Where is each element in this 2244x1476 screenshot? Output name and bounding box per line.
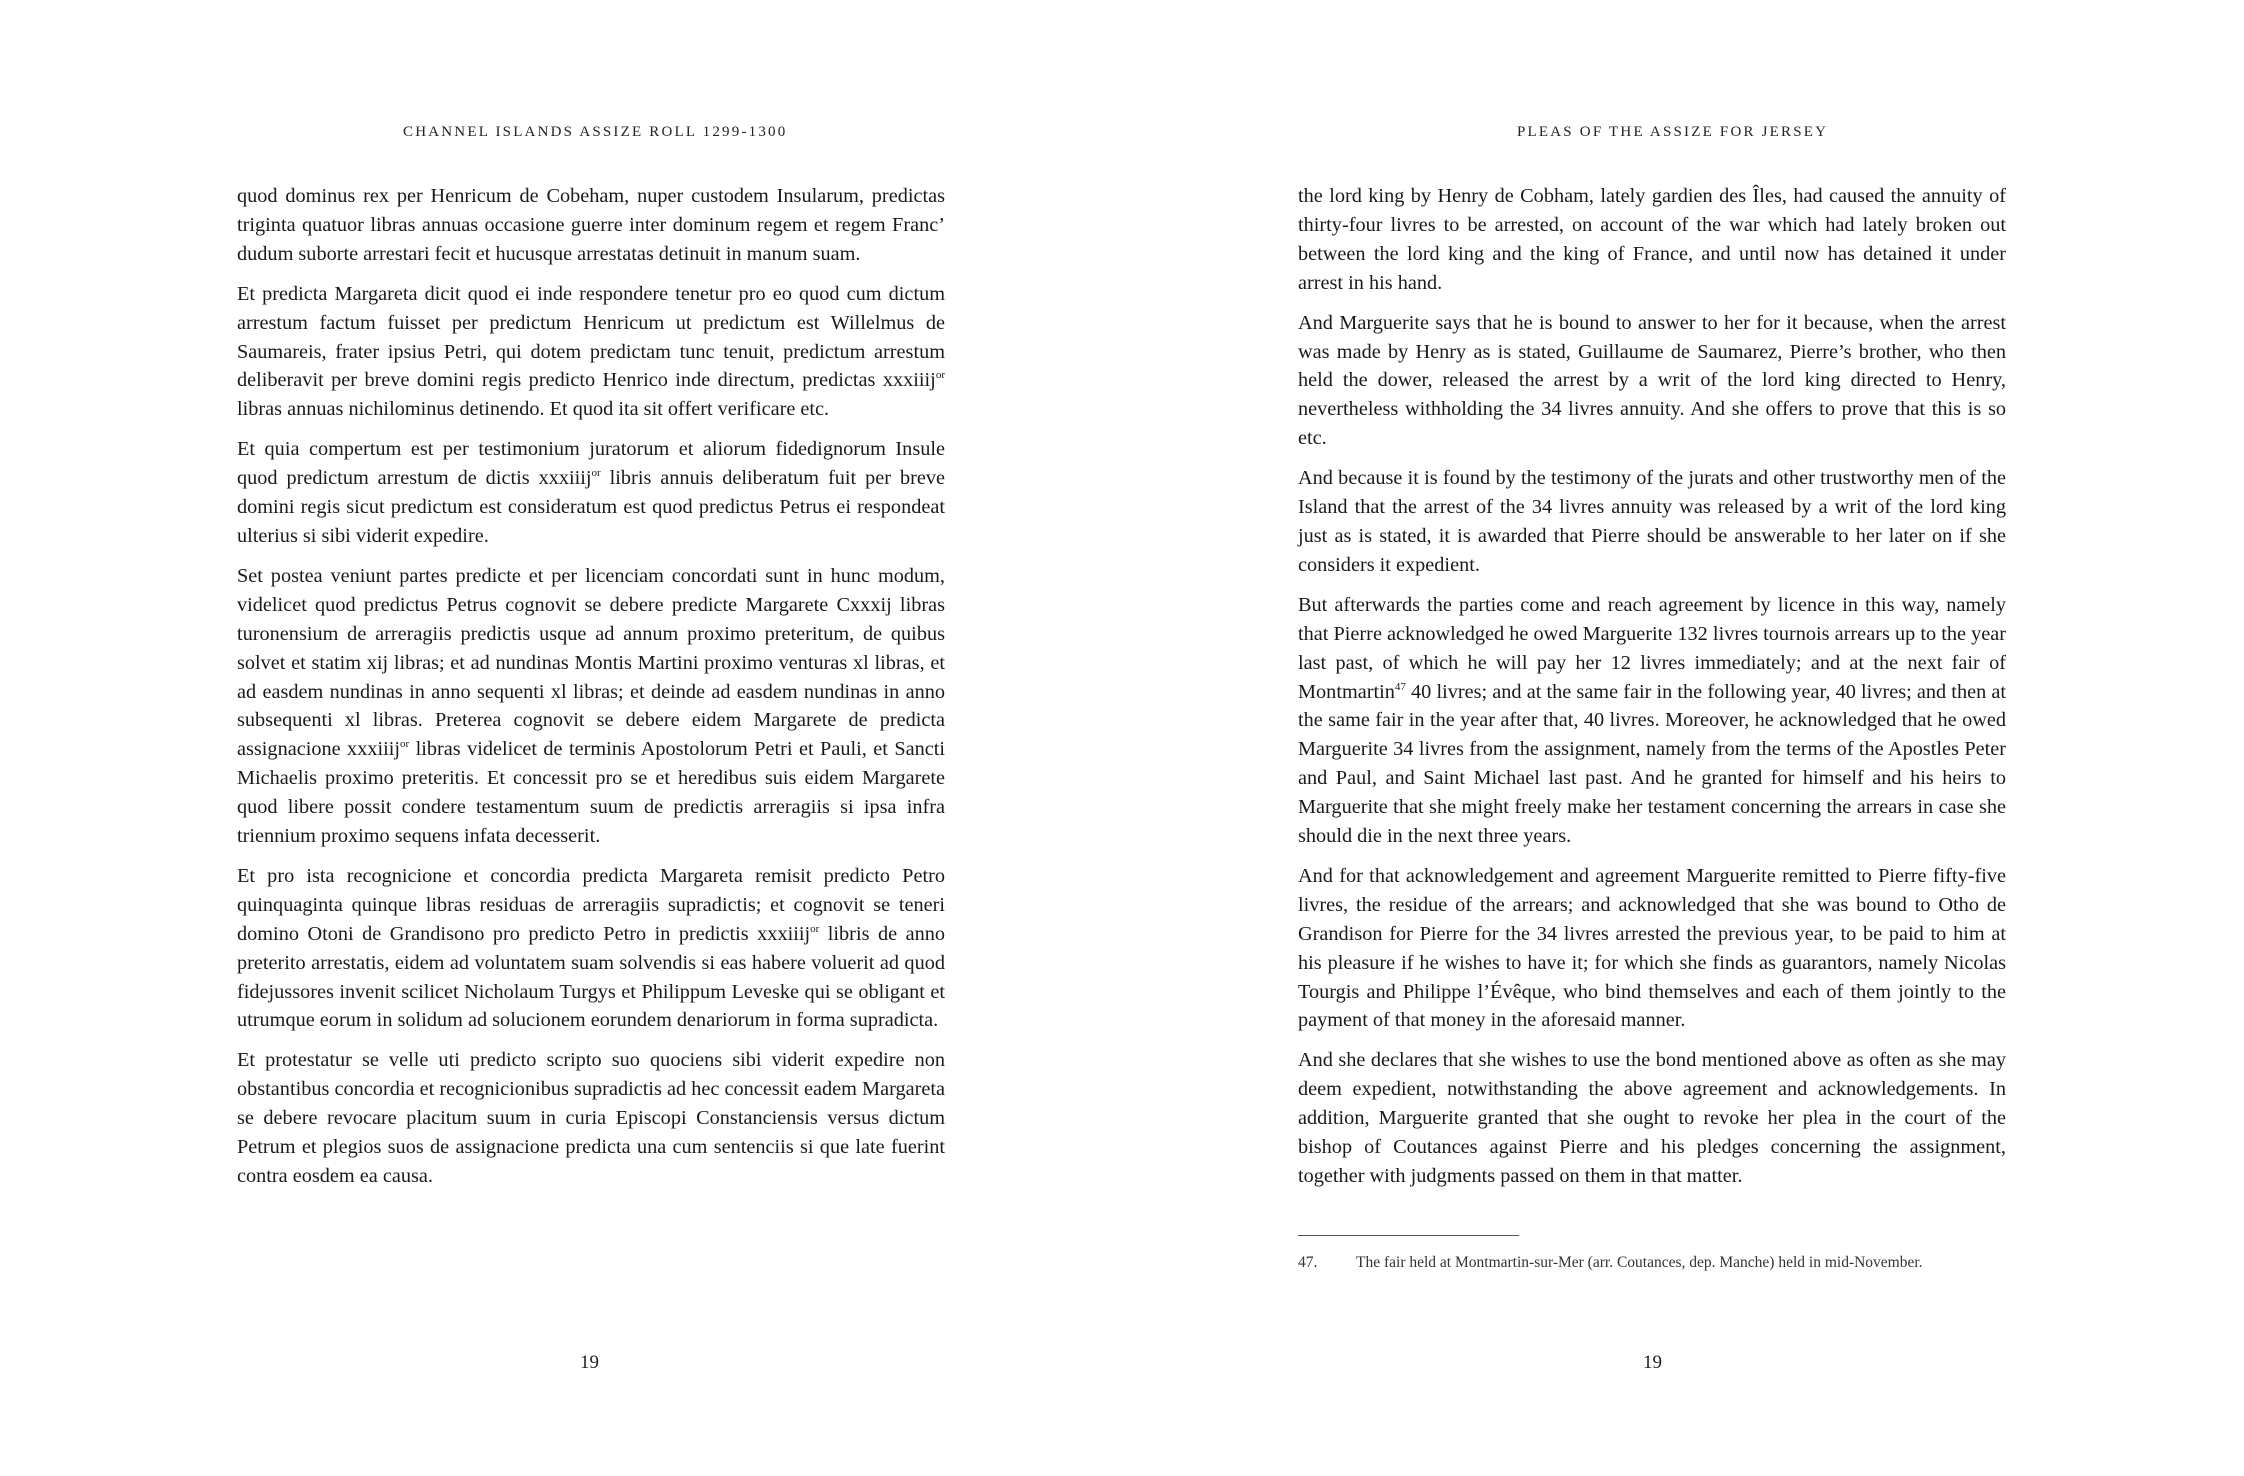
paragraph: the lord king by Henry de Cobham, lately gardien des Îles, had caused the annuity of thirty-four livres to be arrested, on account of the war which had lately broken out between the lord king and the king of France, and until now has detained it under arrest in his hand. xyxy=(1298,185,2006,294)
paragraph: Et protestatur se velle uti predicto scripto suo quociens sibi viderit expedire non obstantibus concordia et recognicionibus supradictis ad hec concessit eadem Margareta se debere revocare placitum suum in curia Episcopi Constanciensis versus dictum Petrum et plegios suos de assignacione predicta una cum sentenciis si que late fuerint contra eosdem ea causa. xyxy=(237,1049,945,1187)
paragraph: And because it is found by the testimony of the jurats and other trustworthy men of the Island that the arrest of the 34 livres annuity was released by a writ of the lord king just as is stated, it is awarded that Pierre should be answerable to her later on if she considers it expedient. xyxy=(1298,467,2006,576)
paragraph: quod dominus rex per Henricum de Cobeham, nuper custodem Insularum, predictas triginta quatuor libras annuas occasione guerre inter dominum regem et regem Franc’ dudum suborte arrestari fecit et hucusque arrestatas detinuit in manum suam. xyxy=(237,185,945,265)
footnote-divider xyxy=(1298,1235,1519,1236)
paragraph: Et quia compertum est per testimonium juratorum et aliorum fidedignorum Insule quod predictum arrestum de dictis xxxiiij$^{or}$ libris annuis deliberatum fuit per breve domini regis sicut predictum est consideratum est quod predictus Petrus ei respondeat ulterius si sibi viderit expedire. xyxy=(237,438,945,547)
page-number: 19 xyxy=(580,1352,599,1373)
superscript: or xyxy=(935,369,945,382)
right-page xyxy=(1122,0,2244,1476)
paragraph: Set postea veniunt partes predicte et per licenciam concordati sunt in hunc modum, videlicet quod predictus Petrus cognovit se debere predicte Margarete Cxxxij libras turonensium de arreragiis predictis usque ad annum proximo preteritum, de quibus solvet et statim xij libras; et ad nundinas Montis Martini proximo venturas xl libras, et ad easdem nundinas in anno sequenti xl libras; et deinde ad easdem nundinas in anno subsequenti xl libras. Preterea cognovit se debere eidem Margarete de predicta assignacione xxxiiij$^{or}$ libras videlicet de terminis Apostolorum Petri et Pauli, et Sancti Michaelis proximo preteritis. Et concessit pro se et heredibus suis eidem Margarete quod libere possit condere testamentum suum de predictis arreragiis si ipsa infra triennium proximo sequens infata decesserit. xyxy=(237,564,946,848)
superscript: or xyxy=(591,467,601,480)
page-number: 19 xyxy=(1643,1352,1662,1373)
paragraph: Et predicta Margareta dicit quod ei inde respondere tenetur pro eo quod cum dictum arrestum factum fuisset per predictum Henricum ut predictum est Willelmus de Saumareis, frater ipsius Petri, qui dotem predictam tunc tenuit, predictum arrestum deliberavit per breve domini regis predicto Henrico inde directum, predictas xxxiiij$^{or}$ libras annuas nichilominus detinendo. Et quod ita sit offert verificare etc. xyxy=(237,282,945,421)
running-head: PLEAS OF THE ASSIZE FOR JERSEY xyxy=(1517,124,1829,140)
footnote-reference[interactable]: 47 xyxy=(1394,680,1406,693)
paragraph: And for that acknowledgement and agreement Marguerite remitted to Pierre fifty-five livres, the residue of the arrears; and acknowledged that she was bound to Otho de Grandison for Pierre for the 34 livres arrested the previous year, to be paid to him at his pleasure if he wishes to have it; for which she finds as guarantors, namely Nicolas Tourgis and Philippe l’Évêque, who bind themselves and each of them jointly to the payment of that money in the aforesaid manner. xyxy=(1298,864,2006,1032)
running-head: CHANNEL ISLANDS ASSIZE ROLL 1299-1300 xyxy=(403,124,788,140)
paragraph: Et pro ista recognicione et concordia predicta Margareta remisit predicto Petro quinquaginta quinque libras residuas de arreragiis supradictis; et cognovit se teneri domino Otoni de Grandisono pro predicto Petro in predictis xxxiiij$^{or}$ libris de anno preterito arrestatis, eidem ad voluntatem suam solvendis si eas habere voluerit ad quod fidejussores invenit scilicet Nicholaum Turgys et Philippum Leveske qui se obligant et utrumque eorum in solidum ad solucionem eorundem denariorum in forma supradicta. xyxy=(237,864,945,1032)
english-translation-column xyxy=(1298,182,2006,1202)
footnote xyxy=(1298,1252,1938,1274)
paragraph: And Marguerite says that he is bound to answer to her for it because, when the arrest was made by Henry as is stated, Guillaume de Saumarez, Pierre’s brother, who then held the dower, released the arrest by a writ of the lord king directed to Henry, nevertheless withholding the 34 livres annuity. And she offers to prove that this is so etc. xyxy=(1298,311,2006,450)
paragraph: And she declares that she wishes to use the bond mentioned above as often as she may deem expedient, notwithstanding the above agreement and acknowledgements. In addition, Marguerite granted that she ought to revoke her plea in the court of the bishop of Coutances against Pierre and his pledges concerning the assignment, together with judgments passed on them in that matter. xyxy=(1298,1049,2006,1187)
superscript: or xyxy=(400,738,410,751)
latin-text-column xyxy=(237,182,945,1202)
footnote-text: The fair held at Montmartin-sur-Mer (arr. Coutances, dep. Manche) held in mid-November. xyxy=(1356,1254,1923,1271)
footnote-number: 47. xyxy=(1298,1254,1318,1271)
paragraph: But afterwards the parties come and reach agreement by licence in this way, namely that Pierre acknowledged he owed Marguerite 132 livres tournois arrears up to the year last past, of which he will pay her 12 livres immediately; and at the next fair of Montmartin$^{47}$ 40 livres; and at the same fair in the following year, 40 livres; and then at the same fair in the year after that, 40 livres. Moreover, he acknowledged that he owed Marguerite 34 livres from the assignment, namely from the terms of the Apostles Peter and Paul, and Saint Michael last past. And he granted for himself and his heirs to Marguerite that she might freely make her testament concerning the arrears in case she should die in the next three years. xyxy=(1298,593,2006,848)
superscript: or xyxy=(810,922,820,935)
